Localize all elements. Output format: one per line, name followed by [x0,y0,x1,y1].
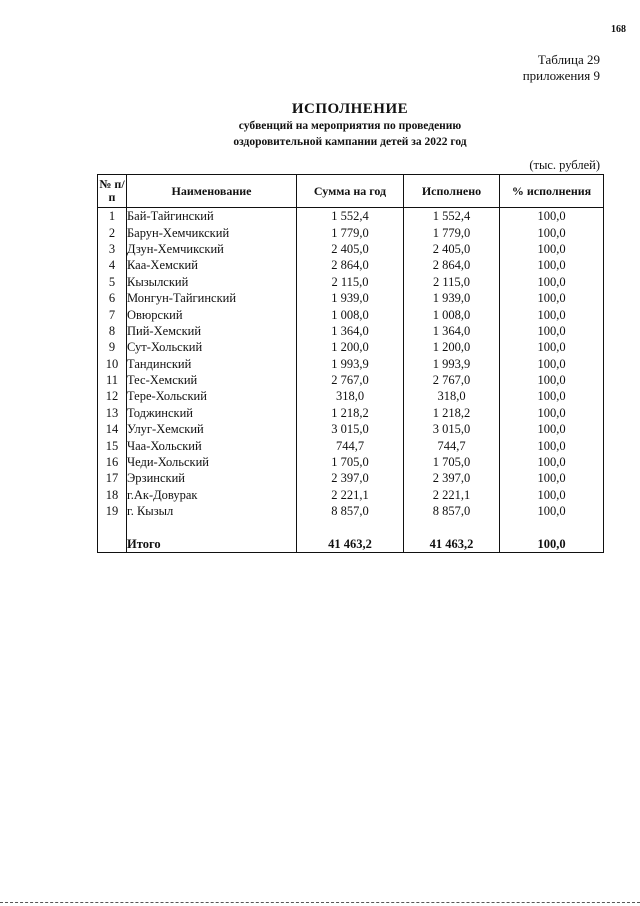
table-row [98,437,604,453]
row-pct: 100,0 [500,470,604,486]
row-sum: 8 857,0 [297,503,404,519]
row-sum: 1 779,0 [297,224,404,240]
page-number: 168 [611,24,626,35]
row-pct: 100,0 [500,323,604,339]
row-pct: 100,0 [500,274,604,290]
row-num: 2 [98,224,127,240]
row-sum: 2 115,0 [297,274,404,290]
header-name: Наименование [127,175,297,208]
row-pct: 100,0 [500,257,604,273]
row-num: 3 [98,241,127,257]
row-sum: 1 200,0 [297,339,404,355]
table-row [98,274,604,290]
row-done: 1 552,4 [404,208,500,225]
row-sum: 2 405,0 [297,241,404,257]
table-row [98,208,604,225]
row-done: 318,0 [404,388,500,404]
row-done: 1 008,0 [404,306,500,322]
row-name: Тоджинский [127,405,297,421]
table-header-row [98,175,604,208]
row-done: 1 364,0 [404,323,500,339]
table-ref-line2: приложения 9 [522,68,600,83]
row-name: Улуг-Хемский [127,421,297,437]
table-row [98,405,604,421]
title-main: ИСПОЛНЕНИЕ [291,101,409,117]
row-num: 1 [98,208,127,225]
table-row [98,372,604,388]
table-row [98,356,604,372]
total-sum: 41 463,2 [297,536,404,553]
row-num: 11 [98,372,127,388]
row-done: 1 779,0 [404,224,500,240]
row-done: 8 857,0 [404,503,500,519]
row-sum: 3 015,0 [297,421,404,437]
row-done: 1 993,9 [404,356,500,372]
row-num: 17 [98,470,127,486]
row-name: Чеди-Хольский [127,454,297,470]
row-name: г. Кызыл [127,503,297,519]
row-pct: 100,0 [500,503,604,519]
table-row [98,503,604,519]
header-num: № п/п [98,175,127,208]
row-name: Барун-Хемчикский [127,224,297,240]
row-num: 15 [98,437,127,453]
row-name: Дзун-Хемчикский [127,241,297,257]
row-name: Чаа-Хольский [127,437,297,453]
row-name: Кызылский [127,274,297,290]
row-sum: 2 767,0 [297,372,404,388]
table-row [98,454,604,470]
row-pct: 100,0 [500,356,604,372]
row-num: 6 [98,290,127,306]
table-row [98,339,604,355]
row-num: 7 [98,306,127,322]
scan-edge-line [0,902,640,903]
header-done: Исполнено [404,175,500,208]
row-pct: 100,0 [500,306,604,322]
row-done: 2 864,0 [404,257,500,273]
header-pct: % исполнения [500,175,604,208]
units-label: (тыс. рублей) [529,158,600,172]
document-title [150,101,550,150]
row-name: Монгун-Тайгинский [127,290,297,306]
row-sum: 1 008,0 [297,306,404,322]
row-sum: 2 397,0 [297,470,404,486]
row-name: Тес-Хемский [127,372,297,388]
row-num: 8 [98,323,127,339]
row-name: Тандинский [127,356,297,372]
row-done: 1 218,2 [404,405,500,421]
row-num: 14 [98,421,127,437]
row-pct: 100,0 [500,437,604,453]
row-name: Овюрский [127,306,297,322]
row-num: 4 [98,257,127,273]
table-reference [523,52,600,84]
row-sum: 318,0 [297,388,404,404]
row-sum: 1 705,0 [297,454,404,470]
total-label: Итого [127,536,297,553]
table-row [98,470,604,486]
row-sum: 1 218,2 [297,405,404,421]
row-name: Сут-Хольский [127,339,297,355]
row-pct: 100,0 [500,388,604,404]
row-name: Пий-Хемский [127,323,297,339]
row-done: 1 200,0 [404,339,500,355]
row-sum: 1 364,0 [297,323,404,339]
row-pct: 100,0 [500,339,604,355]
row-name: Бай-Тайгинский [127,208,297,225]
row-done: 3 015,0 [404,421,500,437]
row-pct: 100,0 [500,208,604,225]
table-row [98,290,604,306]
row-num: 10 [98,356,127,372]
table-row [98,257,604,273]
row-name: г.Ак-Довурак [127,487,297,503]
row-sum: 1 993,9 [297,356,404,372]
table-row [98,388,604,404]
row-pct: 100,0 [500,241,604,257]
table-row [98,323,604,339]
row-done: 2 767,0 [404,372,500,388]
row-name: Тере-Хольский [127,388,297,404]
row-sum: 1 552,4 [297,208,404,225]
row-num: 12 [98,388,127,404]
total-row [98,536,604,553]
row-pct: 100,0 [500,405,604,421]
title-line1: субвенций на мероприятия по проведению [238,120,462,132]
row-pct: 100,0 [500,487,604,503]
row-pct: 100,0 [500,224,604,240]
row-done: 1 705,0 [404,454,500,470]
row-num: 18 [98,487,127,503]
row-num: 9 [98,339,127,355]
table-row [98,487,604,503]
row-pct: 100,0 [500,421,604,437]
row-pct: 100,0 [500,372,604,388]
table-row [98,241,604,257]
table-row [98,224,604,240]
row-pct: 100,0 [500,290,604,306]
row-num: 16 [98,454,127,470]
row-done: 1 939,0 [404,290,500,306]
row-num: 19 [98,503,127,519]
title-line2: оздоровительной кампании детей за 2022 год [233,136,467,148]
table-ref-line1: Таблица 29 [537,52,600,67]
table-row [98,306,604,322]
row-sum: 2 221,1 [297,487,404,503]
row-sum: 2 864,0 [297,257,404,273]
spacer-row [98,519,604,535]
total-pct: 100,0 [500,536,604,553]
row-name: Эрзинский [127,470,297,486]
row-sum: 1 939,0 [297,290,404,306]
header-sum: Сумма на год [297,175,404,208]
row-pct: 100,0 [500,454,604,470]
row-done: 744,7 [404,437,500,453]
row-done: 2 405,0 [404,241,500,257]
table-row [98,421,604,437]
execution-table [97,174,604,553]
row-num: 5 [98,274,127,290]
total-done: 41 463,2 [404,536,500,553]
row-done: 2 397,0 [404,470,500,486]
row-done: 2 115,0 [404,274,500,290]
table-body [98,208,604,553]
row-num: 13 [98,405,127,421]
row-done: 2 221,1 [404,487,500,503]
row-name: Каа-Хемский [127,257,297,273]
row-sum: 744,7 [297,437,404,453]
